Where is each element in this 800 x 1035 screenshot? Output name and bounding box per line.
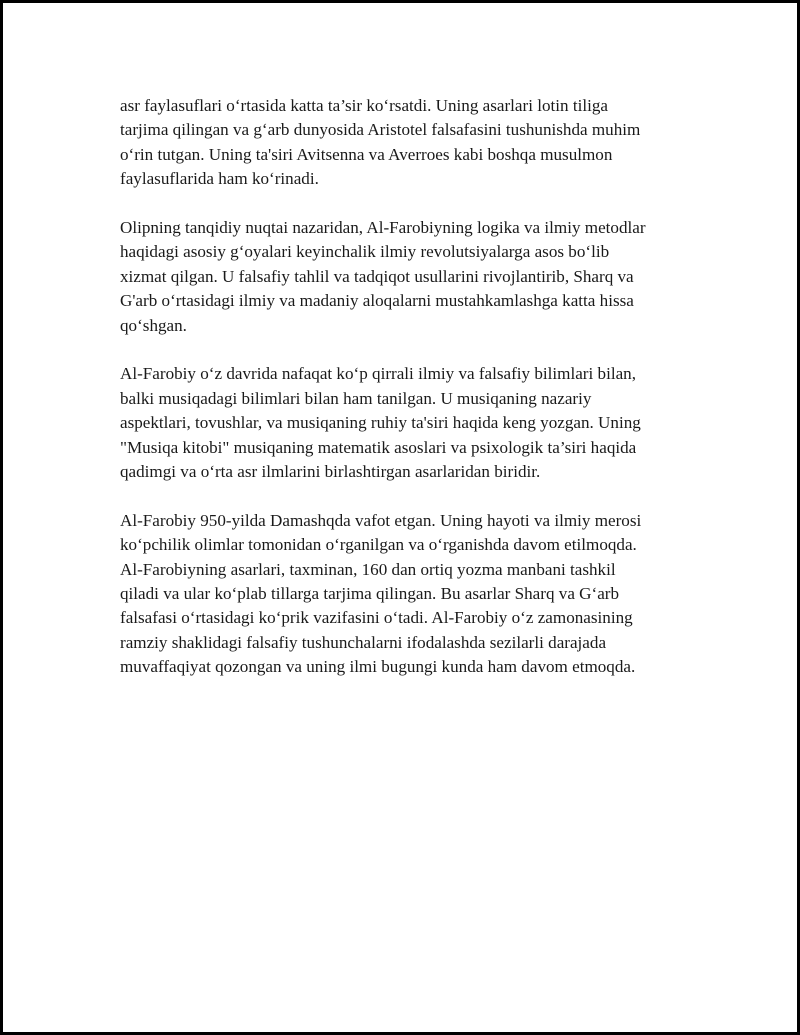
text-line: aspektlari, tovushlar, va musiqaning ruhiy ta'siri haqida keng yozgan. Uning	[120, 413, 641, 433]
text-line: Al-Farobiy o‘z davrida nafaqat ko‘p qirrali ilmiy va falsafiy bilimlari bilan,	[120, 364, 636, 384]
text-line: falsafasi o‘rtasidagi ko‘prik vazifasini o‘tadi. Al-Farobiy o‘z zamonasining	[120, 608, 633, 628]
text-line: ramziy shaklidagi falsafiy tushunchalarni ifodalashda sezilarli darajada	[120, 632, 607, 652]
text-line: Al-Farobiy 950-yilda Damashqda vafot etgan. Uning hayoti va ilmiy merosi	[120, 510, 642, 530]
text-line: qo‘shgan.	[120, 315, 187, 335]
text-line: qadimgi va o‘rta asr ilmlarini birlashtirgan asarlaridan biridir.	[120, 462, 541, 482]
paragraph-4	[120, 509, 700, 680]
text-line: asr faylasuflari o‘rtasida katta ta’sir ko‘rsatdi. Uning asarlari lotin tiliga	[120, 96, 608, 115]
text-line: G'arb o‘rtasidagi ilmiy va madaniy aloqalarni mustahkamlashga katta hissa	[120, 291, 634, 311]
text-line: balki musiqadagi bilimlari bilan ham tanilgan. U musiqaning nazariy	[120, 388, 592, 408]
text-line: qiladi va ular ko‘plab tillarga tarjima qilingan. Bu asarlar Sharq va G‘arb	[120, 584, 620, 604]
text-line: muvaffaqiyat qozongan va uning ilmi bugungi kunda ham davom etmoqda.	[120, 657, 636, 677]
text-line: Al-Farobiyning asarlari, taxminan, 160 dan ortiq yozma manbani tashkil	[120, 559, 616, 579]
text-line: haqidagi asosiy g‘oyalari keyinchalik ilmiy revolutsiyalarga asos bo‘lib	[120, 242, 610, 262]
text-line: "Musiqa kitobi" musiqaning matematik asoslari va psixologik ta’siri haqida	[120, 437, 637, 457]
text-line: Olipning tanqidiy nuqtai nazaridan, Al-Farobiyning logika va ilmiy metodlar	[120, 218, 646, 238]
text-line: ko‘pchilik olimlar tomonidan o‘rganilgan va o‘rganishda davom etilmoqda.	[120, 535, 637, 555]
paragraph-1	[120, 94, 700, 192]
document-body	[120, 94, 700, 704]
text-line: xizmat qilgan. U falsafiy tahlil va tadqiqot usullarini rivojlantirib, Sharq va	[120, 266, 634, 286]
paragraph-3	[120, 362, 700, 484]
text-line: o‘rin tutgan. Uning ta'siri Avitsenna va Averroes kabi boshqa musulmon	[120, 144, 613, 164]
paragraph-2	[120, 216, 700, 338]
text-line: tarjima qilingan va g‘arb dunyosida Aristotel falsafasini tushunishda muhim	[120, 120, 641, 140]
text-line: faylasuflarida ham ko‘rinadi.	[120, 169, 319, 189]
